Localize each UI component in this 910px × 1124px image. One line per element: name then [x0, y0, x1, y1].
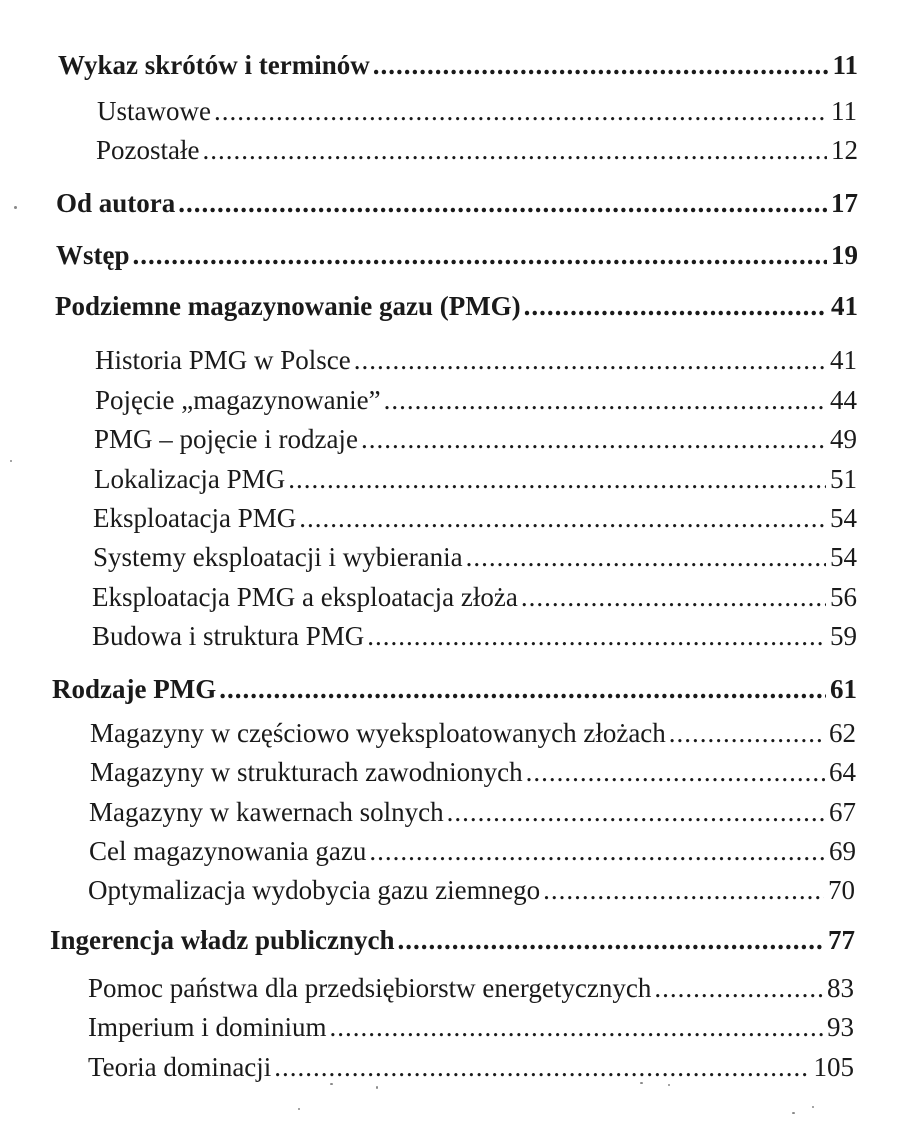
toc-chapter-wstep [56, 240, 858, 271]
toc-entry-title: Lokalizacja PMG [94, 464, 286, 494]
toc-entry-page: 54 [830, 503, 857, 533]
toc-entry-title: Eksploatacja PMG a eksploatacja złoża [92, 582, 518, 612]
dot-leader [133, 240, 828, 271]
toc-section-pomoc-panstwa [88, 973, 854, 1004]
toc-entry-title: Ustawowe [97, 96, 211, 126]
toc-entry-title: Rodzaje PMG [52, 674, 217, 704]
dot-leader [219, 674, 826, 705]
toc-entry-title: Budowa i struktura PMG [92, 621, 365, 651]
dot-leader [526, 757, 825, 788]
toc-entry-page: 11 [831, 96, 857, 126]
toc-entry-title: Magazyny w częściowo wyeksploatowanych złożach [90, 718, 666, 748]
toc-section-lokalizacja-pmg [94, 464, 857, 495]
toc-section-pozostale [96, 135, 858, 166]
dot-leader [361, 424, 826, 455]
toc-entry-page: 59 [830, 621, 857, 651]
dot-leader [369, 836, 825, 867]
toc-section-systemy-eksploatacji [93, 542, 857, 573]
toc-entry-title: Optymalizacja wydobycia gazu ziemnego [88, 875, 541, 905]
toc-section-pojecie-magazynowanie [95, 385, 857, 416]
toc-entry-page: 62 [829, 718, 856, 748]
scan-speck [330, 1083, 333, 1085]
toc-entry-page: 67 [829, 797, 856, 827]
dot-leader [384, 385, 826, 416]
toc-chapter-ingerencja [50, 925, 855, 956]
toc-entry-page: 105 [813, 1052, 854, 1082]
toc-entry-page: 12 [831, 135, 858, 165]
scan-speck [298, 1108, 300, 1110]
toc-section-optymalizacja [88, 875, 855, 906]
dot-leader [202, 135, 827, 166]
dot-leader [299, 503, 826, 534]
toc-entry-title: Magazyny w kawernach solnych [89, 797, 444, 827]
toc-entry-page: 61 [830, 674, 857, 704]
toc-entry-page: 51 [830, 464, 857, 494]
toc-entry-page: 54 [830, 542, 857, 572]
dot-leader [654, 973, 823, 1004]
dot-leader [354, 345, 826, 376]
scan-speck [640, 1082, 643, 1084]
toc-entry-title: Teoria dominacji [88, 1052, 272, 1082]
toc-section-imperium-dominium [88, 1012, 854, 1043]
toc-entry-page: 11 [832, 50, 858, 80]
dot-leader [669, 718, 825, 749]
toc-entry-title: Pozostałe [96, 135, 200, 165]
toc-entry-title: Systemy eksploatacji i wybierania [93, 542, 463, 572]
dot-leader [447, 797, 825, 828]
dot-leader [329, 1012, 823, 1043]
toc-entry-page: 19 [831, 240, 858, 270]
toc-entry-page: 69 [829, 836, 856, 866]
toc-entry-title: Pomoc państwa dla przedsiębiorstw energetycznych [88, 973, 652, 1003]
toc-entry-title: Magazyny w strukturach zawodnionych [90, 757, 523, 787]
toc-section-pmg-pojecie-rodzaje [94, 424, 857, 455]
dot-leader [288, 464, 826, 495]
toc-entry-page: 41 [830, 345, 857, 375]
toc-entry-title: Imperium i dominium [88, 1012, 327, 1042]
toc-entry-title: Wstęp [56, 240, 130, 270]
toc-entry-page: 56 [830, 582, 857, 612]
toc-section-historia-pmg [95, 345, 857, 376]
toc-entry-page: 64 [829, 757, 856, 787]
toc-section-magazyny-kawernach [89, 797, 856, 828]
scan-speck [376, 1086, 378, 1089]
toc-section-budowa-struktura [92, 621, 857, 652]
dot-leader [373, 50, 829, 81]
scan-speck [14, 206, 17, 209]
dot-leader [398, 925, 824, 956]
toc-entry-title: PMG – pojęcie i rodzaje [94, 424, 358, 454]
toc-section-magazyny-zawodnionych [90, 757, 856, 788]
toc-entry-title: Wykaz skrótów i terminów [58, 50, 370, 80]
toc-entry-page: 49 [830, 424, 857, 454]
toc-entry-page: 17 [831, 188, 858, 218]
toc-chapter-wykaz-skrotow [58, 50, 858, 81]
toc-section-eksploatacja-pmg-zloza [92, 582, 857, 613]
toc-entry-title: Eksploatacja PMG [93, 503, 297, 533]
toc-chapter-podziemne-magazynowanie [55, 291, 858, 322]
scan-speck [792, 1112, 795, 1114]
toc-section-magazyny-zlozach [90, 718, 856, 749]
toc-entry-title: Historia PMG w Polsce [95, 345, 351, 375]
dot-leader [466, 542, 826, 573]
dot-leader [178, 188, 827, 219]
toc-entry-title: Od autora [56, 188, 176, 218]
dot-leader [524, 291, 827, 322]
toc-section-cel-magazynowania [89, 836, 856, 867]
scan-speck [812, 1106, 814, 1108]
dot-leader [214, 96, 827, 127]
toc-entry-title: Cel magazynowania gazu [89, 836, 367, 866]
dot-leader [367, 621, 826, 652]
toc-chapter-rodzaje-pmg [52, 674, 857, 705]
scan-speck [668, 1084, 670, 1086]
dot-leader [274, 1052, 809, 1083]
toc-entry-title: Ingerencja władz publicznych [50, 925, 395, 955]
toc-section-teoria-dominacji [88, 1052, 854, 1083]
toc-entry-title: Podziemne magazynowanie gazu (PMG) [55, 291, 521, 321]
dot-leader [543, 875, 824, 906]
scan-speck [10, 460, 12, 462]
toc-entry-page: 44 [830, 385, 857, 415]
toc-chapter-od-autora [56, 188, 858, 219]
toc-section-eksploatacja-pmg [93, 503, 857, 534]
toc-entry-page: 93 [827, 1012, 854, 1042]
dot-leader [521, 582, 826, 613]
toc-entry-page: 70 [828, 875, 855, 905]
toc-entry-page: 77 [828, 925, 855, 955]
toc-section-ustawowe [97, 96, 857, 127]
toc-entry-title: Pojęcie „magazynowanie” [95, 385, 381, 415]
toc-entry-page: 41 [831, 291, 858, 321]
toc-entry-page: 83 [827, 973, 854, 1003]
